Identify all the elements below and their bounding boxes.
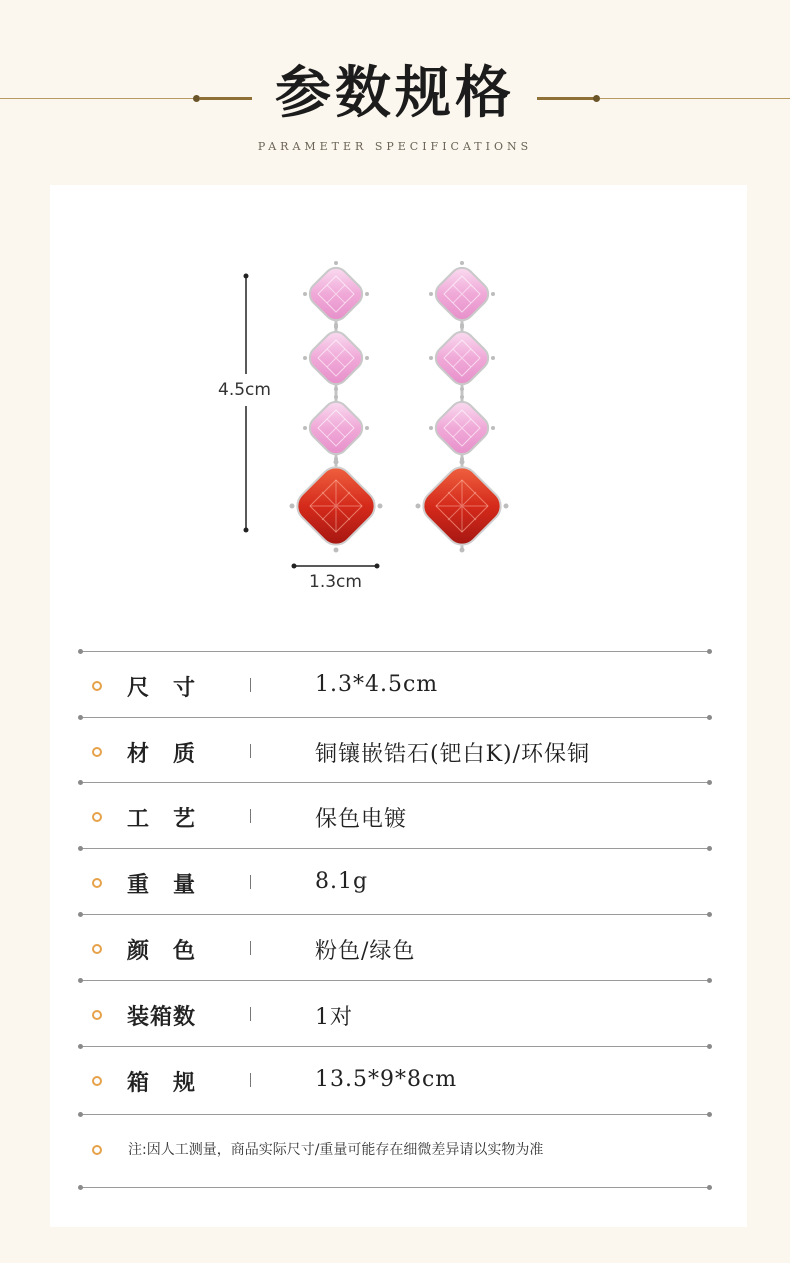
spec-label: 箱 规 (127, 1070, 197, 1096)
spec-row-pack-qty (80, 981, 710, 1047)
spec-row-size (80, 652, 710, 718)
spec-value: 8.1g (315, 869, 369, 894)
spec-label: 颜 色 (127, 938, 197, 964)
spec-separator (250, 809, 251, 823)
spec-value: 铜镶嵌锆石(钯白K)/环保铜 (315, 742, 591, 767)
spec-row-craft (80, 783, 710, 849)
bullet-icon (92, 1145, 102, 1155)
spec-label: 材 质 (127, 741, 197, 767)
page-title: 参数规格 (275, 60, 515, 126)
bullet-icon (92, 944, 102, 954)
spec-separator (250, 941, 251, 955)
spec-separator (250, 875, 251, 889)
spec-row-color (80, 915, 710, 981)
spec-label: 重 量 (127, 872, 197, 898)
bullet-icon (92, 812, 102, 822)
spec-row-weight (80, 849, 710, 915)
bullet-icon (92, 1010, 102, 1020)
spec-row-material (80, 718, 710, 784)
spec-separator (250, 1007, 251, 1021)
earring-right (416, 261, 509, 553)
product-image (0, 0, 790, 620)
spec-value: 1对 (315, 1005, 353, 1030)
earring-left (290, 261, 383, 553)
spec-value: 保色电镀 (315, 807, 408, 832)
spec-label: 尺 寸 (127, 675, 197, 701)
spec-label: 装箱数 (127, 1004, 197, 1030)
bullet-icon (92, 747, 102, 757)
spec-row-box-size (80, 1047, 710, 1113)
spec-separator (250, 678, 251, 692)
bullet-icon (92, 878, 102, 888)
spec-value: 1.3*4.5cm (315, 672, 439, 697)
bullet-icon (92, 1076, 102, 1086)
earrings-illustration (0, 0, 790, 620)
spec-divider (80, 1187, 710, 1188)
width-label: 1.3cm (309, 572, 362, 592)
spec-value: 粉色/绿色 (315, 939, 416, 964)
height-label: 4.5cm (218, 380, 271, 400)
spec-label: 工 艺 (127, 806, 197, 832)
spec-note-row (80, 1115, 710, 1187)
spec-separator (250, 1073, 251, 1087)
page-subtitle: PARAMETER SPECIFICATIONS (257, 140, 533, 153)
spec-separator (250, 744, 251, 758)
disclaimer-note: 注:因人工测量，商品实际尺寸/重量可能存在细微差异请以实物为准 (128, 1142, 544, 1158)
spec-value: 13.5*9*8cm (315, 1067, 458, 1092)
bullet-icon (92, 681, 102, 691)
